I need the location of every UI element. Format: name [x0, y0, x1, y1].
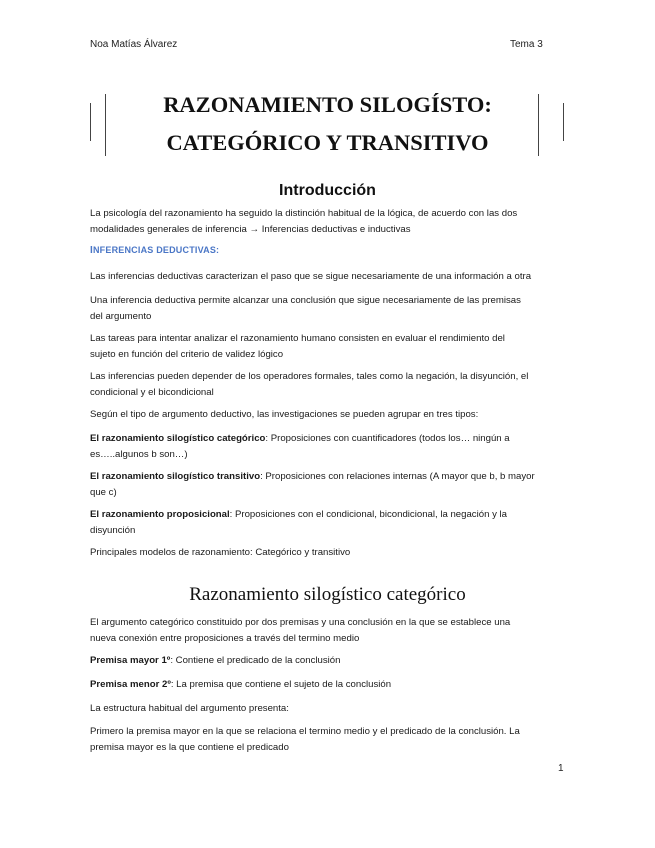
categorical-p1 [90, 615, 560, 647]
deductive-p3-line2: sujeto en función del criterio de validez lógico [90, 349, 284, 360]
premise-major-label: Premisa mayor 1º [90, 655, 171, 666]
deductive-p4 [90, 369, 560, 401]
type-propositional-line2: disyunción [90, 525, 136, 536]
intro-paragraph [90, 206, 560, 238]
categorical-p1-line2: nueva conexión entre proposiciones a través del termino medio [90, 633, 360, 644]
categorical-p1-line1: El argumento categórico constituido por dos premisas y una conclusión en la que se establece una [90, 617, 511, 628]
deductive-p3 [90, 331, 560, 363]
deductive-p2 [90, 293, 560, 325]
premise-major [90, 653, 560, 669]
categorical-heading: Razonamiento silogístico categórico [189, 584, 466, 605]
deductive-p4-line1: Las inferencias pueden depender de los operadores formales, tales como la negación, la disyunción, el [90, 371, 529, 382]
premise-minor-label: Premisa menor 2º [90, 679, 171, 690]
title-line-1: RAZONAMIENTO SILOGÍSTO: [163, 92, 492, 117]
type-propositional-line1 [90, 507, 560, 523]
type-propositional-label: El razonamiento proposicional [90, 509, 230, 520]
premise-major-text: : Contiene el predicado de la conclusión [170, 655, 341, 666]
deductive-p2-line2: del argumento [90, 311, 152, 322]
deductive-p1: Las inferencias deductivas caracterizan el paso que se sigue necesariamente de una información a otra [90, 271, 532, 282]
title-line-2: CATEGÓRICO Y TRANSITIVO [166, 130, 489, 155]
categorical-p3 [90, 724, 560, 756]
header-author: Noa Matías Álvarez [90, 39, 178, 50]
deductive-heading [90, 245, 219, 256]
intro-p1-line2: modalidades generales de inferencia → Inferencias deductivas e inductivas [90, 224, 411, 235]
intro-p1-line1: La psicología del razonamiento ha seguido la distinción habitual de la lógica, de acuerdo con las dos [90, 208, 518, 219]
type-transitive-line1 [90, 469, 560, 485]
type-propositional-text: : Proposiciones con el condicional, bicondicional, la negación y la [229, 509, 507, 520]
page-number: 1 [558, 763, 564, 774]
type-transitive-line2: que c) [90, 487, 117, 498]
premise-minor-text: : La premisa que contiene el sujeto de la conclusión [170, 679, 392, 690]
deductive-heading-rest: NFERENCIAS DEDUCTIVAS: [92, 245, 220, 255]
premise-minor [90, 677, 560, 693]
header-topic: Tema 3 [510, 39, 543, 50]
deductive-p5: Según el tipo de argumento deductivo, las investigaciones se pueden agrupar en tres tipos: [90, 409, 479, 420]
deductive-heading-initial: I [90, 245, 93, 256]
document-title [0, 86, 655, 162]
deductive-p2-line1: Una inferencia deductiva permite alcanzar una conclusión que sigue necesariamente de las premisas [90, 295, 521, 306]
deductive-p6: Principales modelos de razonamiento: Categórico y transitivo [90, 547, 351, 558]
intro-heading: Introducción [279, 182, 376, 199]
type-categorical [90, 431, 560, 463]
type-transitive [90, 469, 560, 501]
type-categorical-line2: es…..algunos b son…) [90, 449, 188, 460]
type-categorical-label: El razonamiento silogístico categórico [90, 433, 266, 444]
deductive-p3-line1: Las tareas para intentar analizar el razonamiento humano consisten en evaluar el rendimiento del [90, 333, 505, 344]
deductive-p4-line2: condicional y el bicondicional [90, 387, 214, 398]
type-transitive-text: : Proposiciones con relaciones internas (A mayor que b, b mayor [260, 471, 535, 482]
type-categorical-line1 [90, 431, 560, 447]
categorical-p2: La estructura habitual del argumento presenta: [90, 703, 289, 714]
type-transitive-label: El razonamiento silogístico transitivo [90, 471, 261, 482]
type-propositional [90, 507, 560, 539]
type-categorical-text: : Proposiciones con cuantificadores (todos los… ningún a [265, 433, 510, 444]
categorical-p3-line1: Primero la premisa mayor en la que se relaciona el termino medio y el predicado de la conclusión. La [90, 726, 520, 737]
categorical-p3-line2: premisa mayor es la que contiene el predicado [90, 742, 289, 753]
